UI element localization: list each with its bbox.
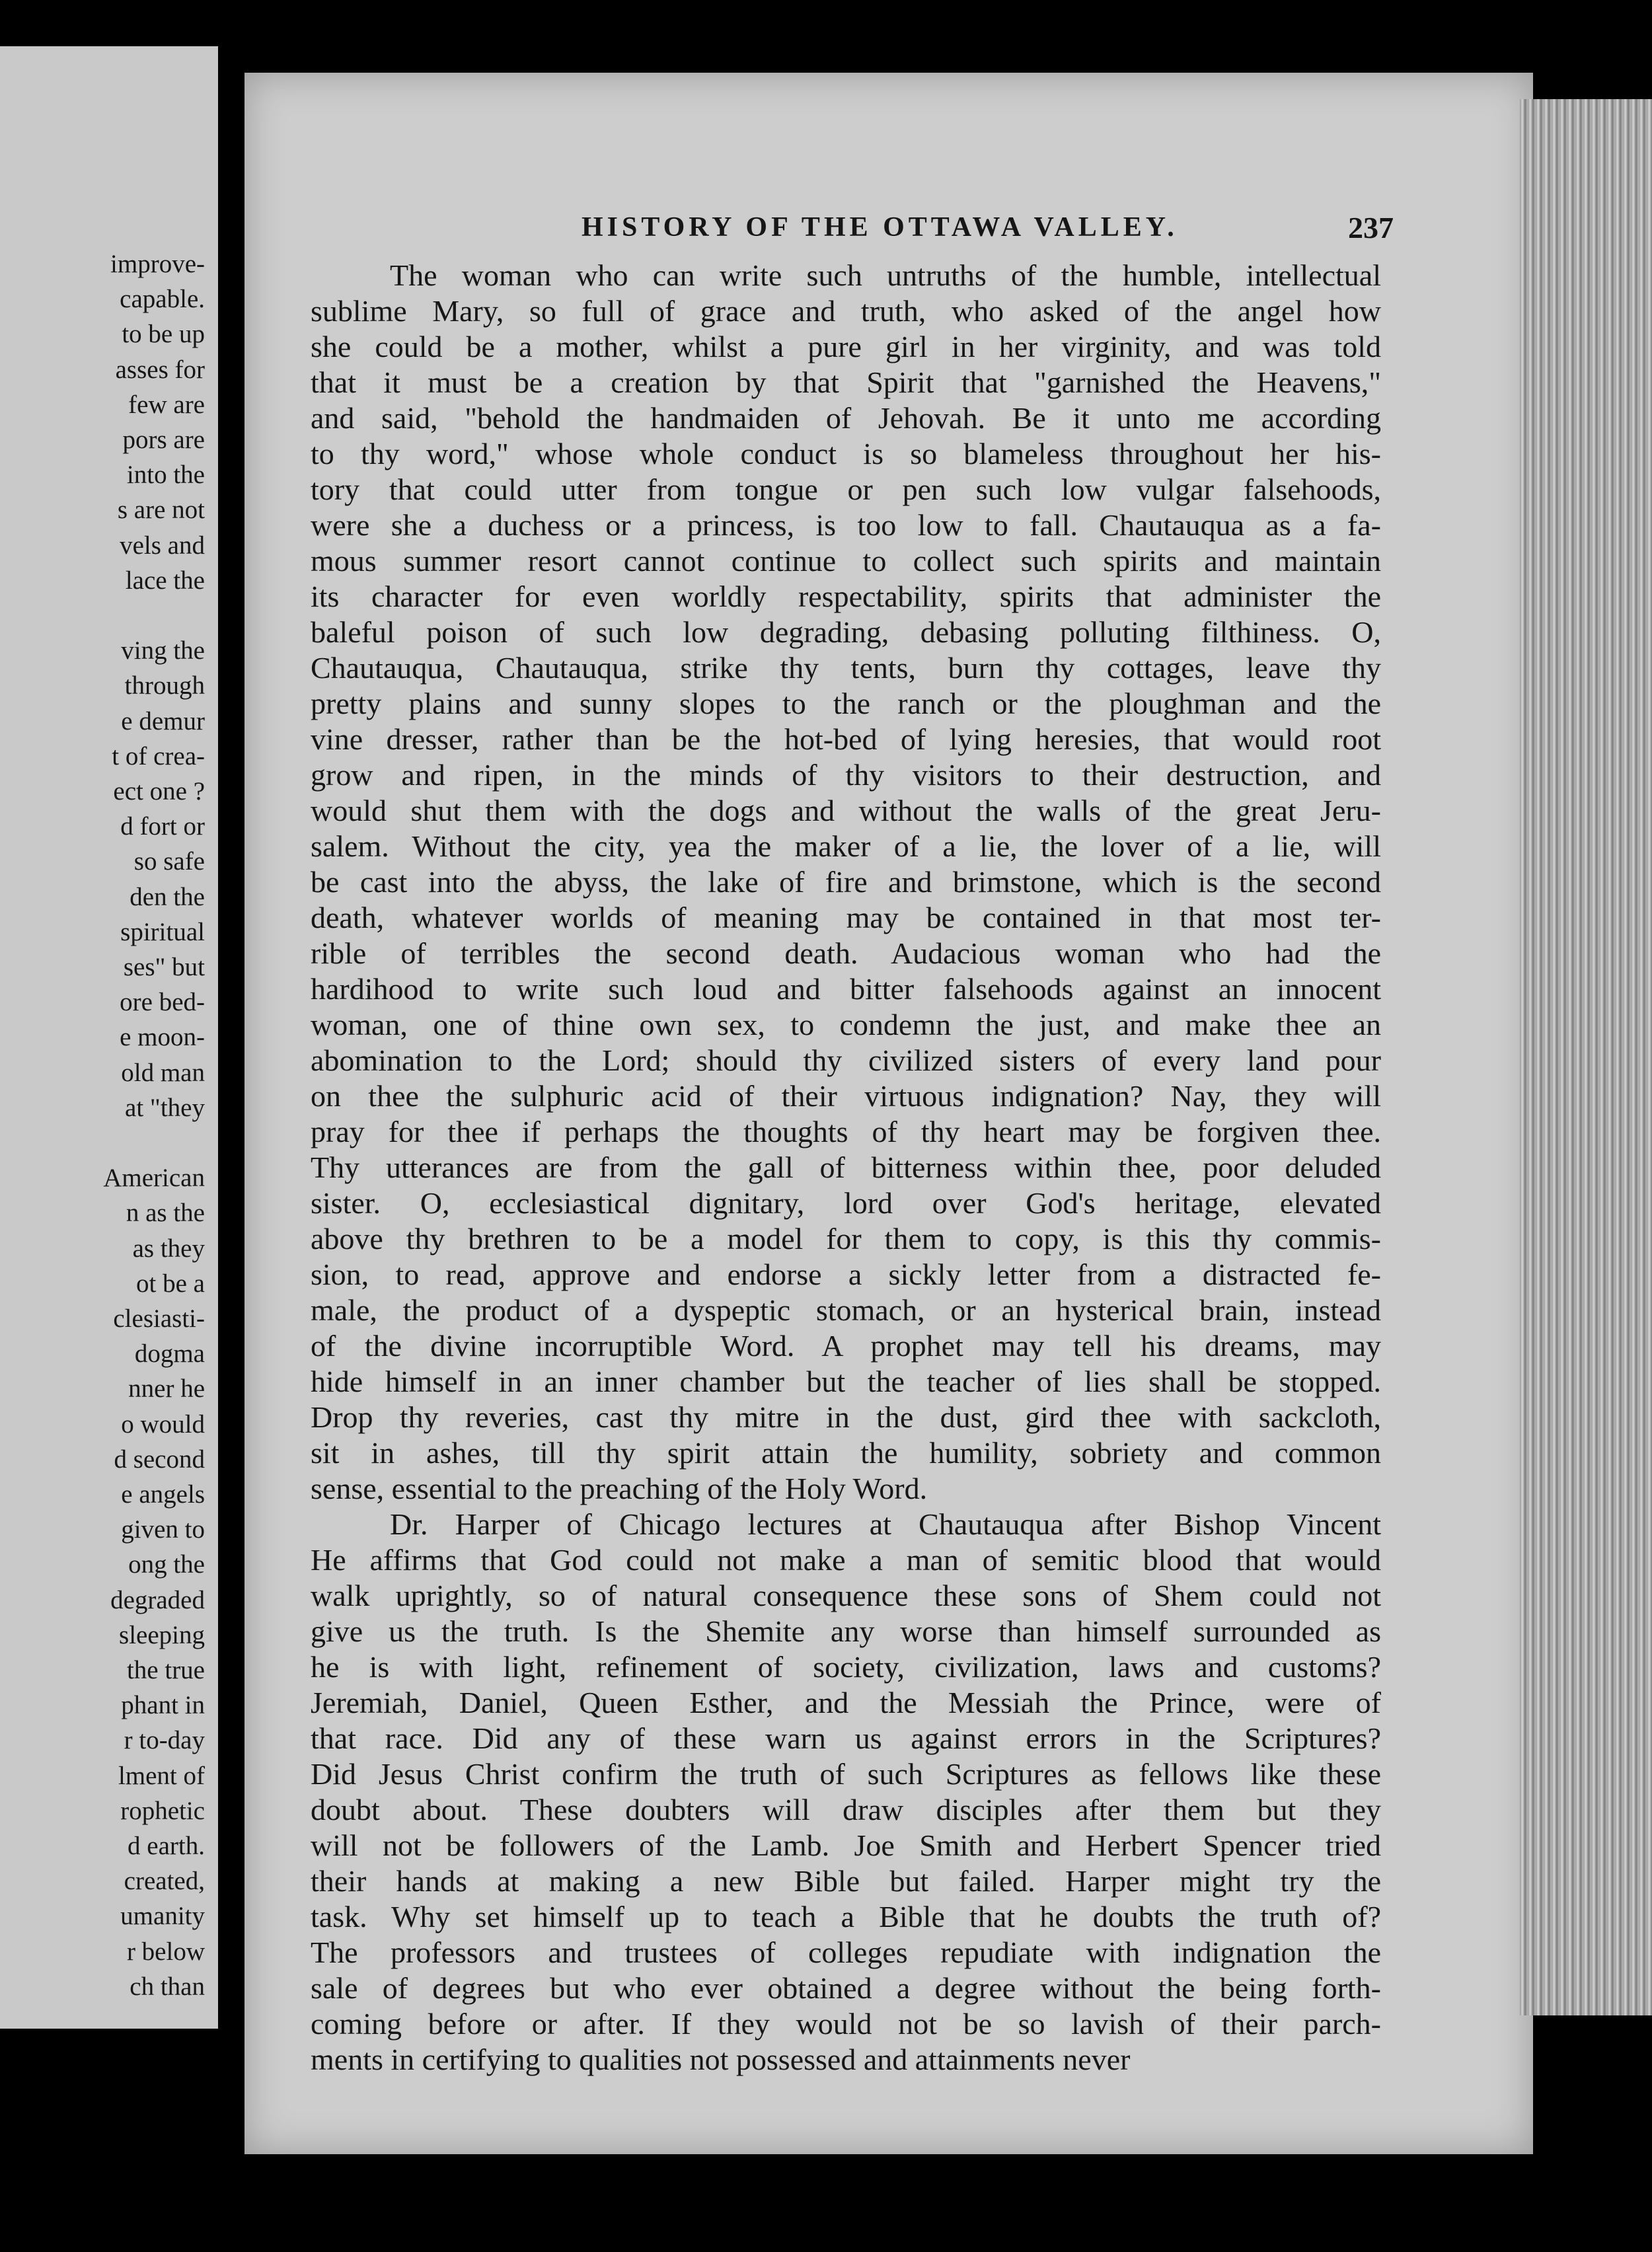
body-text — [311, 258, 1381, 2078]
text-line: its character for even worldly respectability, spirits that administer the — [311, 580, 1381, 613]
text-line: The professors and trustees of colleges repudiate with indignation the — [311, 1935, 1381, 1969]
text-line: hide himself in an inner chamber but the teacher of lies shall be stopped. — [311, 1365, 1381, 1398]
facing-page-line: as they — [132, 1234, 205, 1263]
facing-page-line: t of crea- — [112, 741, 205, 770]
facing-page-line: at "they — [125, 1093, 205, 1122]
facing-page-line: the true — [126, 1656, 205, 1684]
text-line: give us the truth. Is the Shemite any worse than himself surrounded as — [311, 1614, 1381, 1648]
text-line: will not be followers of the Lamb. Joe Smith and Herbert Spencer tried — [311, 1828, 1381, 1862]
facing-page-line: ore bed- — [120, 988, 205, 1017]
running-title: HISTORY OF THE OTTAWA VALLEY. — [582, 212, 1178, 243]
text-line: mous summer resort cannot continue to collect such spirits and maintain — [311, 544, 1381, 578]
text-line: that it must be a creation by that Spirit that "garnished the Heavens," — [311, 365, 1381, 399]
text-line: he is with light, refinement of society, civilization, laws and customs? — [311, 1650, 1381, 1684]
facing-page-line: rophetic — [120, 1796, 205, 1825]
text-line: sister. O, ecclesiastical dignitary, lord over God's heritage, elevated — [311, 1186, 1381, 1220]
facing-page-line: old man — [121, 1058, 205, 1087]
text-line: sublime Mary, so full of grace and truth, who asked of the angel how — [311, 294, 1381, 328]
text-line: doubt about. These doubters will draw disciples after them but they — [311, 1793, 1381, 1826]
text-line: would shut them with the dogs and without the walls of the great Jeru- — [311, 794, 1381, 827]
facing-page-line: degraded — [110, 1585, 205, 1614]
facing-page-line: d second — [114, 1445, 205, 1474]
facing-page-line: umanity — [120, 1902, 205, 1931]
facing-page-line: e moon- — [120, 1023, 205, 1052]
text-line: abomination to the Lord; should thy civilized sisters of every land pour — [311, 1043, 1381, 1077]
text-line: and said, "behold the handmaiden of Jehovah. Be it unto me according — [311, 401, 1381, 435]
facing-page-line: sleeping — [119, 1620, 205, 1649]
text-line: Dr. Harper of Chicago lectures at Chautauqua after Bishop Vincent — [390, 1507, 1381, 1541]
facing-page-line: ot be a — [136, 1269, 205, 1298]
text-line: their hands at making a new Bible but failed. Harper might try the — [311, 1864, 1381, 1898]
text-line: were she a duchess or a princess, is too low to fall. Chautauqua as a fa- — [311, 508, 1381, 542]
text-line: she could be a mother, whilst a pure girl in her virginity, and was told — [311, 330, 1381, 363]
facing-page-line: asses for — [115, 355, 205, 384]
facing-page-line: ving the — [121, 636, 205, 665]
facing-page-line: improve- — [110, 250, 205, 278]
text-line: walk uprightly, so of natural consequence these sons of Shem could not — [311, 1579, 1381, 1612]
book-gutter — [218, 0, 235, 2252]
facing-page-line: lace the — [125, 566, 205, 595]
facing-page-line: lment of — [118, 1761, 205, 1790]
text-line: sion, to read, approve and endorse a sickly letter from a distracted fe- — [311, 1257, 1381, 1291]
paragraph — [311, 1507, 1381, 2078]
facing-page-line: r below — [126, 1937, 205, 1966]
text-line: baleful poison of such low degrading, debasing polluting filthiness. O, — [311, 615, 1381, 649]
text-line: salem. Without the city, yea the maker of a lie, the lover of a lie, will — [311, 829, 1381, 863]
text-line: be cast into the abyss, the lake of fire and brimstone, which is the second — [311, 865, 1381, 899]
facing-page-line: dogma — [134, 1339, 205, 1369]
text-line: on thee the sulphuric acid of their virtuous indignation? Nay, they will — [311, 1079, 1381, 1113]
facing-page-line: ses" but — [123, 953, 205, 981]
text-line: tory that could utter from tongue or pen such low vulgar falsehoods, — [311, 472, 1381, 506]
text-line: ments in certifying to qualities not possessed and attainments never — [311, 2043, 1131, 2076]
text-line: sense, essential to the preaching of the Holy Word. — [311, 1472, 928, 1505]
text-line: rible of terribles the second death. Audacious woman who had the — [311, 936, 1381, 970]
facing-page-line: clesiasti- — [113, 1304, 205, 1333]
text-line: woman, one of thine own sex, to condemn the just, and make thee an — [311, 1008, 1381, 1041]
facing-page-line: into the — [126, 461, 205, 490]
text-line: pretty plains and sunny slopes to the ranch or the ploughman and the — [311, 687, 1381, 720]
facing-page-line: capable. — [120, 285, 205, 314]
text-line: sit in ashes, till thy spirit attain the humility, sobriety and common — [311, 1436, 1381, 1470]
facing-page-line: ong the — [128, 1550, 205, 1579]
text-line: Did Jesus Christ confirm the truth of such Scriptures as fellows like these — [311, 1757, 1381, 1791]
text-line: to thy word," whose whole conduct is so blameless throughout her his- — [311, 437, 1381, 470]
facing-page-line: den the — [130, 882, 205, 911]
facing-page-line: phant in — [121, 1691, 205, 1720]
facing-page-line: d earth. — [128, 1832, 205, 1860]
facing-page-line: American — [103, 1164, 205, 1193]
facing-page-fragment — [0, 46, 218, 2029]
page-edges — [1520, 99, 1652, 2015]
text-line: coming before or after. If they would not be so lavish of their parch- — [311, 2007, 1381, 2041]
text-line: sale of degrees but who ever obtained a degree without the being forth- — [311, 1971, 1381, 2005]
text-line: hardihood to write such loud and bitter falsehoods against an innocent — [311, 972, 1381, 1006]
facing-page-line: spiritual — [120, 917, 205, 946]
facing-page-line: given to — [121, 1515, 205, 1544]
text-line: task. Why set himself up to teach a Bible that he doubts the truth of? — [311, 1900, 1381, 1933]
text-line: Drop thy reveries, cast thy mitre in the dust, gird thee with sackcloth, — [311, 1400, 1381, 1434]
facing-page-line: vels and — [120, 531, 205, 560]
facing-page-line: through — [124, 671, 205, 700]
text-line: Jeremiah, Daniel, Queen Esther, and the Messiah the Prince, were of — [311, 1686, 1381, 1719]
text-line: The woman who can write such untruths of the humble, intellectual — [390, 258, 1381, 292]
facing-page-line: few are — [128, 390, 205, 419]
facing-page-line: so safe — [133, 847, 205, 876]
facing-page-line: d fort or — [120, 812, 205, 841]
text-line: pray for thee if perhaps the thoughts of thy heart may be forgiven thee. — [311, 1115, 1381, 1148]
facing-page-line: ch than — [130, 1972, 205, 2001]
text-line: that race. Did any of these warn us against errors in the Scriptures? — [311, 1721, 1381, 1755]
facing-page-line: created, — [124, 1867, 205, 1896]
text-line: Chautauqua, Chautauqua, strike thy tents, burn thy cottages, leave thy — [311, 651, 1381, 685]
text-line: He affirms that God could not make a man of semitic blood that would — [311, 1543, 1381, 1577]
facing-page-line: s are not — [117, 496, 205, 525]
text-line: Thy utterances are from the gall of bitterness within thee, poor deluded — [311, 1150, 1381, 1184]
text-line: vine dresser, rather than be the hot-bed of lying heresies, that would root — [311, 722, 1381, 756]
facing-page-line: ect one ? — [113, 777, 205, 806]
page-number: 237 — [1348, 211, 1394, 244]
facing-page-line: pors are — [122, 426, 205, 454]
facing-page-line: e demur — [121, 706, 205, 735]
text-line: death, whatever worlds of meaning may be contained in that most ter- — [311, 901, 1381, 934]
facing-page-line: e angels — [121, 1480, 205, 1509]
facing-page-line: r to-day — [124, 1726, 205, 1755]
text-line: of the divine incorruptible Word. A prophet may tell his dreams, may — [311, 1329, 1381, 1363]
text-line: grow and ripen, in the minds of thy visitors to their destruction, and — [311, 758, 1381, 792]
text-line: above thy brethren to be a model for them to copy, is this thy commis- — [311, 1222, 1381, 1256]
paragraph — [311, 258, 1381, 1507]
facing-page-line: n as the — [126, 1199, 205, 1228]
text-line: male, the product of a dyspeptic stomach, or an hysterical brain, instead — [311, 1293, 1381, 1327]
facing-page-line: to be up — [122, 320, 205, 349]
facing-page-line: o would — [121, 1409, 205, 1439]
facing-page-line: nner he — [128, 1374, 205, 1404]
